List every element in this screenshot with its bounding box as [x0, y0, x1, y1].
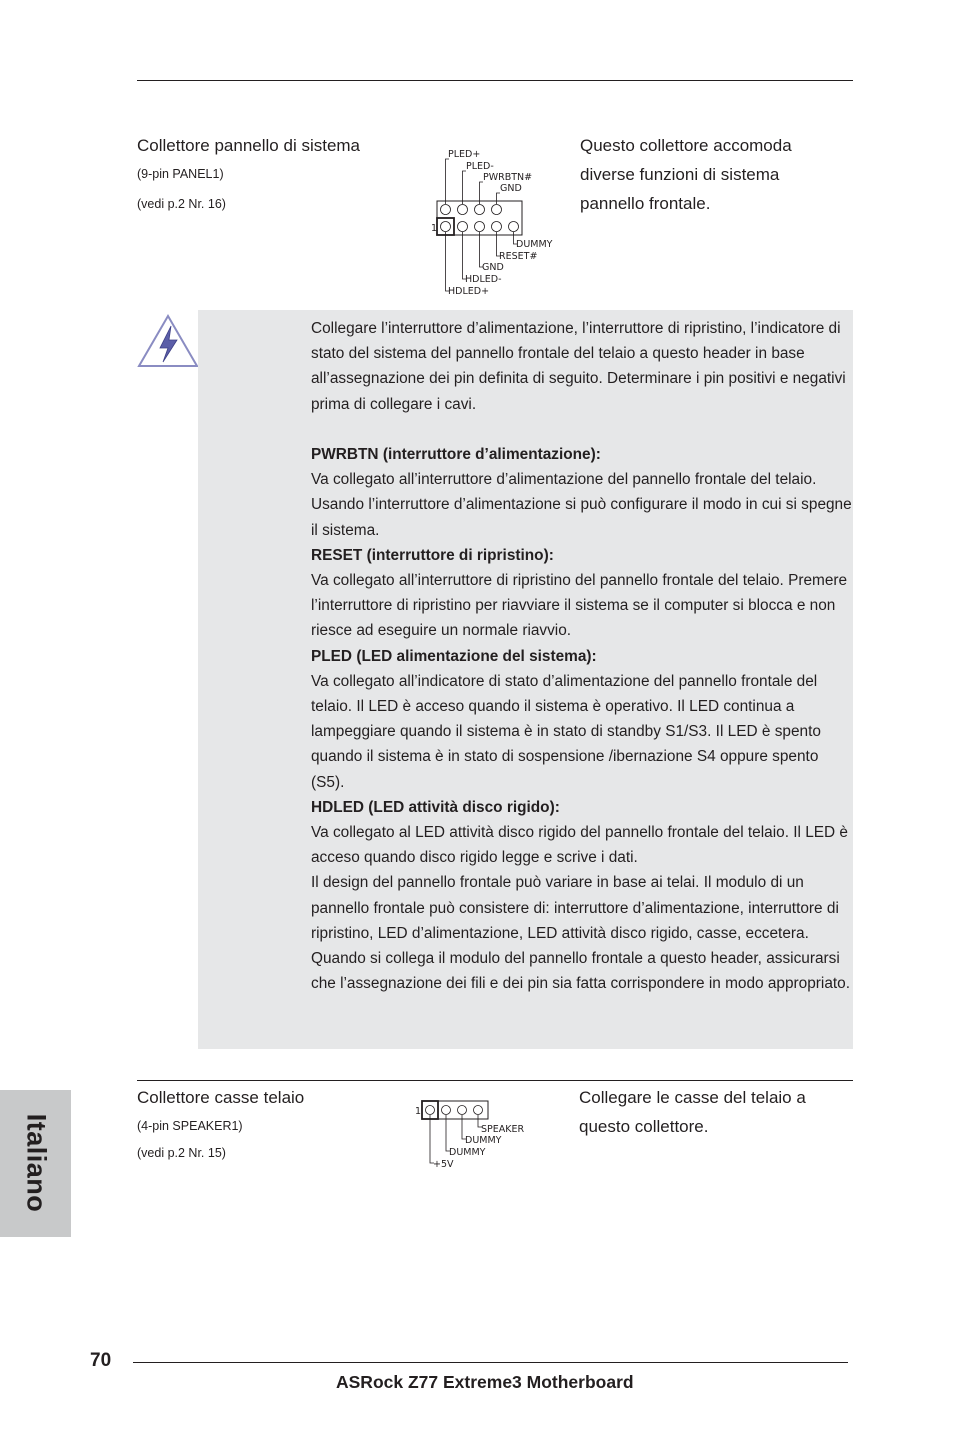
speaker-label-dummy-1: DUMMY	[465, 1135, 502, 1146]
speaker-label-dummy-2: DUMMY	[449, 1147, 486, 1158]
reset-text: Va collegato all’interruttore di ripristino del pannello frontale del telaio. Premere l’interruttore di ripristino per riavviare il sistema se il computer si blocca e non riesce ad eseguire un normale riavvio.	[311, 572, 848, 640]
warning-lightning-icon	[135, 310, 201, 372]
panel-header-description: Questo collettore accomoda diverse funzioni di sistema pannello frontale.	[580, 136, 792, 213]
pled-heading: PLED (LED alimentazione del sistema):	[311, 647, 597, 665]
panel-pin-diagram	[420, 140, 570, 300]
pin-label-hdled-plus: HDLED+	[448, 286, 490, 297]
hdled-text: Va collegato al LED attività disco rigido del pannello frontale del telaio. Il LED è acceso quando disco rigido legge e scrive i dati.	[311, 824, 848, 867]
reset-heading: RESET (interruttore di ripristino):	[311, 546, 554, 564]
hdled-heading: HDLED (LED attività disco rigido):	[311, 798, 560, 816]
pin-label-dummy: DUMMY	[516, 239, 553, 250]
speaker-header-pin: (4-pin SPEAKER1)	[137, 1119, 243, 1133]
footer-title: ASRock Z77 Extreme3 Motherboard	[336, 1372, 634, 1392]
pin-label-gnd-top: GND	[500, 183, 522, 194]
pin-label-hdled-minus: HDLED-	[465, 274, 502, 285]
speaker-label-5v: +5V	[433, 1159, 454, 1170]
footer-rule	[133, 1362, 848, 1363]
panel-header-title: Collettore pannello di sistema	[137, 136, 361, 155]
panel-header-ref: (vedi p.2 Nr. 16)	[137, 197, 226, 211]
speaker-pin1-marker: 1	[415, 1106, 422, 1117]
note-content	[311, 316, 855, 996]
pled-text: Va collegato all’indicatore di stato d’alimentazione del pannello frontale del telaio. Il LED è acceso quando il sistema è operativo. Il LED continua a lampeggiare quando il sistema è in stato di standby S1/S3. Il LED è spento quando il sistema è in stato di sospensione /ibernazione S4 oppure spento (S5).	[311, 672, 821, 791]
speaker-label-speaker: SPEAKER	[481, 1124, 525, 1135]
design-text: Il design del pannello frontale può variare in base ai telai. Il modulo di un pannello frontale può consistere di: interruttore d’alimentazione, interruttore di ripristino, LED d’alimentazione, LED attività disco rigido, casse, eccetera. Quando si collega il modulo del pannello frontale a questo header, assicurarsi che l’assegnazione dei fili e dei pin sia fatta corrispondere in modo appropriato.	[311, 874, 850, 993]
pin-label-reset: RESET#	[499, 251, 538, 262]
speaker-rule	[137, 1080, 853, 1081]
top-rule	[137, 80, 853, 81]
pin-label-gnd-bottom: GND	[482, 262, 504, 273]
pin-label-pled-minus: PLED-	[466, 161, 494, 172]
pwrbtn-heading: PWRBTN (interruttore d’alimentazione):	[311, 446, 601, 463]
pin1-marker: 1	[431, 223, 438, 234]
note-intro: Collegare l’interruttore d’alimentazione, l’interruttore di ripristino, l’indicatore di stato del sistema del pannello frontale del telaio a questo header in base all’assegnazione dei pin definita di seguito. Determinare i pin positivi e negativi prima di collegare i cavi.	[311, 320, 846, 413]
pin-label-pwrbtn: PWRBTN#	[483, 172, 533, 183]
page-number: 70	[90, 1350, 112, 1371]
speaker-header-title: Collettore casse telaio	[137, 1088, 305, 1107]
speaker-header-description: Collegare le casse del telaio a questo collettore.	[579, 1088, 806, 1136]
speaker-header-ref: (vedi p.2 Nr. 15)	[137, 1146, 226, 1160]
panel-header-pin: (9-pin PANEL1)	[137, 167, 224, 181]
pwrbtn-text: Va collegato all’interruttore d’alimentazione del pannello frontale del telaio. Usando l’interruttore d’alimentazione si può configurare il modo in cui si spegne il sistema.	[311, 471, 852, 539]
pin-label-pled-plus: PLED+	[448, 149, 481, 160]
speaker-pin-diagram	[410, 1096, 530, 1171]
language-side-label: Italiano	[21, 1113, 52, 1213]
